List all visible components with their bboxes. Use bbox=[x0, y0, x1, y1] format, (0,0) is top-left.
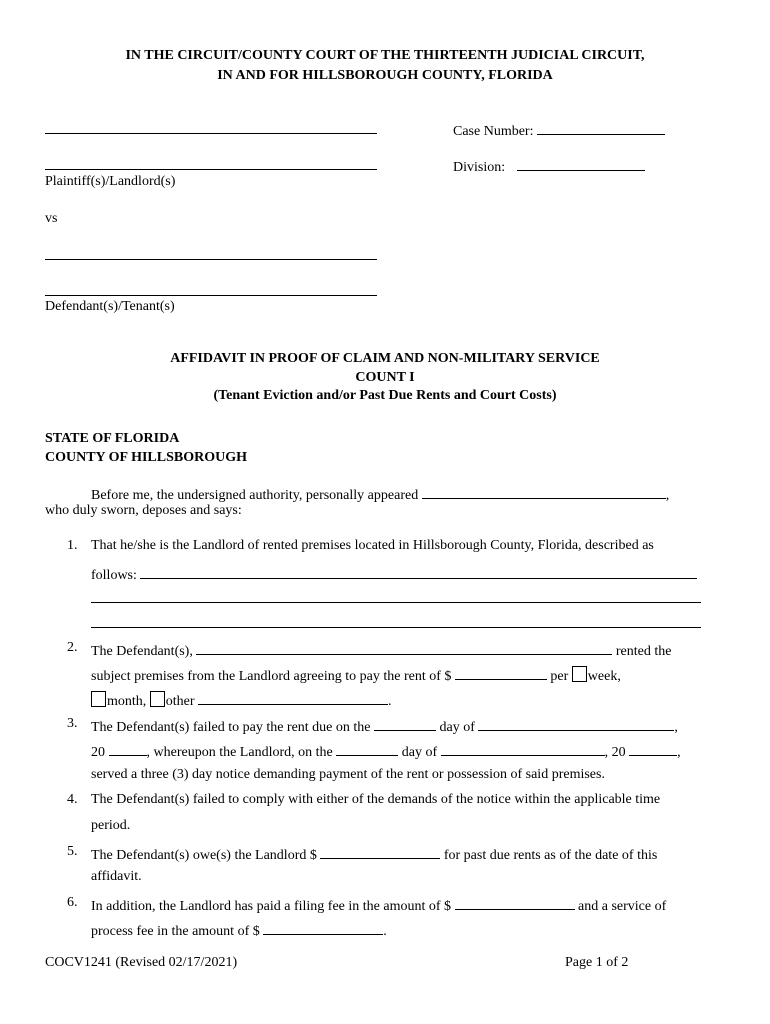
rent-amount-text: subject premises from the Landlord agreeing to pay the rent of $ bbox=[91, 669, 452, 684]
item-6-period: . bbox=[383, 924, 387, 939]
item-3-comma: , bbox=[674, 720, 678, 735]
other-period-input[interactable] bbox=[198, 690, 388, 705]
owes-text: The Defendant(s) owe(s) the Landlord $ bbox=[91, 848, 317, 863]
item-1-follows-row bbox=[91, 564, 697, 584]
item-2-line-3 bbox=[91, 690, 392, 710]
item-3-number: 3. bbox=[67, 716, 78, 731]
rent-due-text: The Defendant(s) failed to pay the rent due on the bbox=[91, 720, 371, 735]
rented-the-text: rented the bbox=[615, 644, 672, 659]
rent-due-day-input[interactable] bbox=[374, 716, 436, 731]
other-checkbox[interactable] bbox=[150, 691, 165, 707]
rent-amount-input[interactable] bbox=[455, 665, 547, 680]
item-5-number: 5. bbox=[67, 844, 78, 859]
plaintiff-line-2[interactable] bbox=[45, 169, 377, 170]
process-fee-text: process fee in the amount of $ bbox=[91, 924, 260, 939]
item-1-number: 1. bbox=[67, 538, 78, 553]
follows-label: follows: bbox=[91, 568, 137, 583]
defendant-line-1[interactable] bbox=[45, 259, 377, 260]
process-fee-input[interactable] bbox=[263, 920, 383, 935]
week-label: week, bbox=[587, 669, 621, 684]
month-label: month, bbox=[107, 694, 147, 709]
affiant-name-input[interactable] bbox=[422, 484, 666, 499]
intro-line-2: who duly sworn, deposes and says: bbox=[45, 503, 242, 518]
affidavit-subtitle: (Tenant Eviction and/or Past Due Rents and Court Costs) bbox=[213, 388, 557, 403]
venue-county: COUNTY OF HILLSBOROUGH bbox=[45, 450, 247, 465]
item-4-line-1: The Defendant(s) failed to comply with either of the demands of the notice within the applicable time bbox=[91, 792, 661, 807]
division-label: Division: bbox=[453, 160, 506, 175]
intro-line-1 bbox=[91, 484, 669, 504]
case-number-input[interactable] bbox=[537, 120, 665, 135]
court-header-line1: IN THE CIRCUIT/COUNTY COURT OF THE THIRTEENTH JUDICIAL CIRCUIT, bbox=[125, 48, 645, 63]
item-5-line-1 bbox=[91, 844, 657, 864]
premises-description-input-3[interactable] bbox=[91, 627, 701, 628]
venue-state: STATE OF FLORIDA bbox=[45, 431, 180, 446]
item-5-line-2: affidavit. bbox=[91, 869, 142, 884]
day-of-text: day of bbox=[439, 720, 475, 735]
per-text: per bbox=[550, 669, 569, 684]
item-4-line-2: period. bbox=[91, 818, 131, 833]
plaintiff-label: Plaintiff(s)/Landlord(s) bbox=[45, 174, 176, 189]
item-1-text: That he/she is the Landlord of rented premises located in Hillsborough County, Florida, described as bbox=[91, 538, 654, 553]
defendants-label: The Defendant(s), bbox=[91, 644, 193, 659]
item-3-comma-2: , bbox=[677, 745, 681, 760]
case-number-label: Case Number: bbox=[453, 124, 534, 139]
past-due-amount-input[interactable] bbox=[320, 844, 440, 859]
case-number-field bbox=[453, 120, 665, 140]
item-2-number: 2. bbox=[67, 640, 78, 655]
year-prefix-1: 20 bbox=[91, 745, 105, 760]
versus-label: vs bbox=[45, 211, 58, 226]
year-prefix-2: , 20 bbox=[604, 745, 626, 760]
service-of-text: and a service of bbox=[578, 899, 667, 914]
past-due-text: for past due rents as of the date of this bbox=[443, 848, 658, 863]
affidavit-title: AFFIDAVIT IN PROOF OF CLAIM AND NON-MILITARY SERVICE bbox=[170, 351, 600, 366]
intro-text: Before me, the undersigned authority, personally appeared bbox=[91, 488, 419, 503]
item-6-line-1 bbox=[91, 895, 666, 915]
filing-fee-input[interactable] bbox=[455, 895, 575, 910]
item-6-number: 6. bbox=[67, 895, 78, 910]
premises-description-input-2[interactable] bbox=[91, 602, 701, 603]
day-of-text-2: day of bbox=[401, 745, 438, 760]
form-id: COCV1241 (Revised 02/17/2021) bbox=[45, 955, 238, 970]
division-input[interactable] bbox=[517, 156, 645, 171]
week-checkbox[interactable] bbox=[572, 666, 587, 682]
notice-year-input[interactable] bbox=[629, 741, 677, 756]
page-number: Page 1 of 2 bbox=[565, 955, 629, 970]
item-2-line-1 bbox=[91, 640, 671, 660]
intro-comma: , bbox=[665, 488, 670, 503]
notice-month-input[interactable] bbox=[441, 741, 605, 756]
defendants-name-input[interactable] bbox=[196, 640, 612, 655]
division-field bbox=[453, 156, 645, 176]
item-3-line-2 bbox=[91, 741, 681, 761]
item-6-line-2 bbox=[91, 920, 387, 940]
count-title: COUNT I bbox=[355, 370, 415, 385]
item-2-period: . bbox=[388, 694, 392, 709]
filing-fee-text: In addition, the Landlord has paid a filing fee in the amount of $ bbox=[91, 899, 452, 914]
defendant-line-2[interactable] bbox=[45, 295, 377, 296]
item-3-line-1 bbox=[91, 716, 678, 736]
item-4-number: 4. bbox=[67, 792, 78, 807]
item-3-line-3: served a three (3) day notice demanding payment of the rent or possession of said premises. bbox=[91, 767, 605, 782]
premises-description-input-1[interactable] bbox=[140, 564, 697, 579]
defendant-label: Defendant(s)/Tenant(s) bbox=[45, 299, 175, 314]
other-label: other bbox=[165, 694, 195, 709]
plaintiff-line-1[interactable] bbox=[45, 133, 377, 134]
month-checkbox[interactable] bbox=[91, 691, 106, 707]
whereupon-text: , whereupon the Landlord, on the bbox=[146, 745, 333, 760]
notice-day-input[interactable] bbox=[336, 741, 398, 756]
rent-due-year-input[interactable] bbox=[109, 741, 147, 756]
rent-due-month-input[interactable] bbox=[478, 716, 674, 731]
item-2-line-2 bbox=[91, 665, 621, 685]
court-header-line2: IN AND FOR HILLSBOROUGH COUNTY, FLORIDA bbox=[217, 68, 553, 83]
